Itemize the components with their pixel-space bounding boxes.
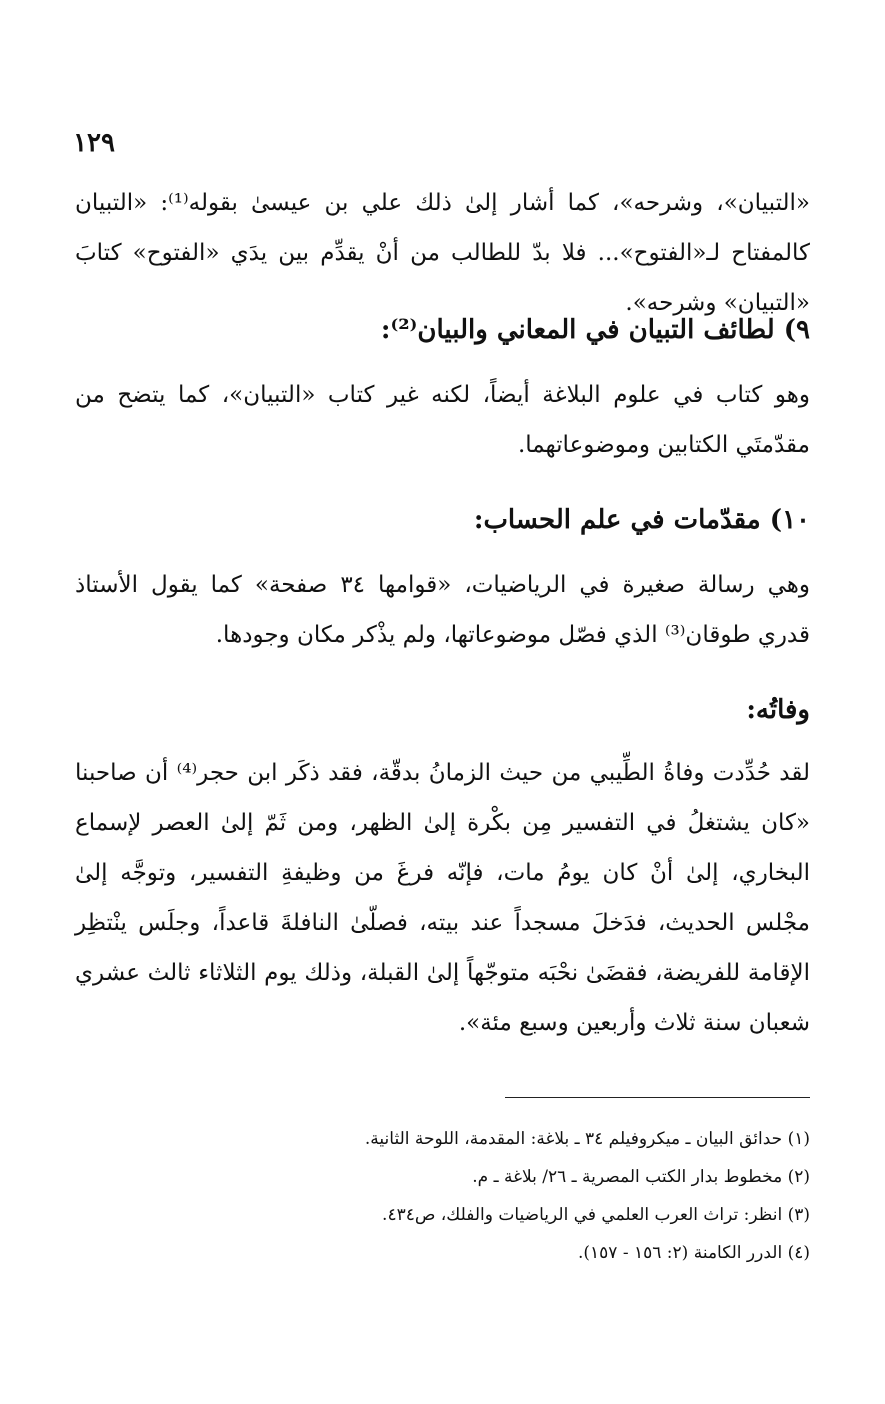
footnote-1: (١) حدائق البيان ـ ميكروفيلم ٣٤ ـ بلاغة: المقدمة، اللوحة الثانية. bbox=[364, 1129, 810, 1149]
footnotes bbox=[75, 1120, 810, 1272]
footnote-4: (٤) الدرر الكامنة (٢: ١٥٦ - ١٥٧). bbox=[577, 1243, 810, 1263]
heading-item-9: ٩) لطائف التبيان في المعاني والبيان⁽²⁾: bbox=[380, 315, 810, 345]
footnote-separator bbox=[505, 1097, 810, 1098]
footnote-3: (٣) انظر: تراث العرب العلمي في الرياضيات والفلك، ص٤٣٤. bbox=[382, 1205, 810, 1225]
paragraph-item-9: وهو كتاب في علوم البلاغة أيضاً، لكنه غير كتاب «التبيان»، كما يتضح من مقدّمتَي الكتابين وموضوعاتهما. bbox=[75, 382, 810, 458]
footnote-2: (٢) مخطوط بدار الكتب المصرية ـ ٢٦/ بلاغة ـ م. bbox=[472, 1167, 810, 1187]
page-number: ١٢٩ bbox=[73, 128, 115, 158]
paragraph-tibyan-commentary: «التبيان»، وشرحه»، كما أشار إلىٰ ذلك علي بن عيسىٰ بقوله⁽¹⁾: «التبيان كالمفتاح لـ«الفتوح»... فلا بدّ للطالب من أنْ يقدِّم بين يدَي «الفتوح» كتابَ «التبيان» وشرحه». bbox=[75, 190, 810, 316]
heading-death: وفاتُه: bbox=[746, 695, 810, 725]
heading-item-10: ١٠) مقدّمات في علم الحساب: bbox=[473, 505, 810, 535]
paragraph-death: لقد حُدِّدت وفاةُ الطِّيبي من حيث الزمانُ بدقّة، فقد ذكَر ابن حجر⁽⁴⁾ أن صاحبنا «كان يشتغلُ في التفسير مِن بكْرة إلىٰ الظهر، ومن ثَمّ إلىٰ العصر لإسماع البخاري، إلىٰ أنْ كان يومُ مات، فإنّه فرغَ من وظيفةِ التفسير، وتوجَّه إلىٰ مجْلس الحديث، فدَخلَ مسجداً عند بيته، فصلّىٰ النافلةَ قاعداً، وجلَس ينْتظِر الإقامة للفريضة، فقضَىٰ نحْبَه متوجّهاً إلىٰ القبلة، وذلك يوم الثلاثاء ثالث عشري شعبان سنة ثلاث وأربعين وسبع مئة». bbox=[75, 760, 811, 1036]
paragraph-item-10: وهي رسالة صغيرة في الرياضيات، «قوامها ٣٤ صفحة» كما يقول الأستاذ قدري طوقان⁽³⁾ الذي فصّل موضوعاتها، ولم يذْكر مكان وجودها. bbox=[75, 572, 811, 648]
